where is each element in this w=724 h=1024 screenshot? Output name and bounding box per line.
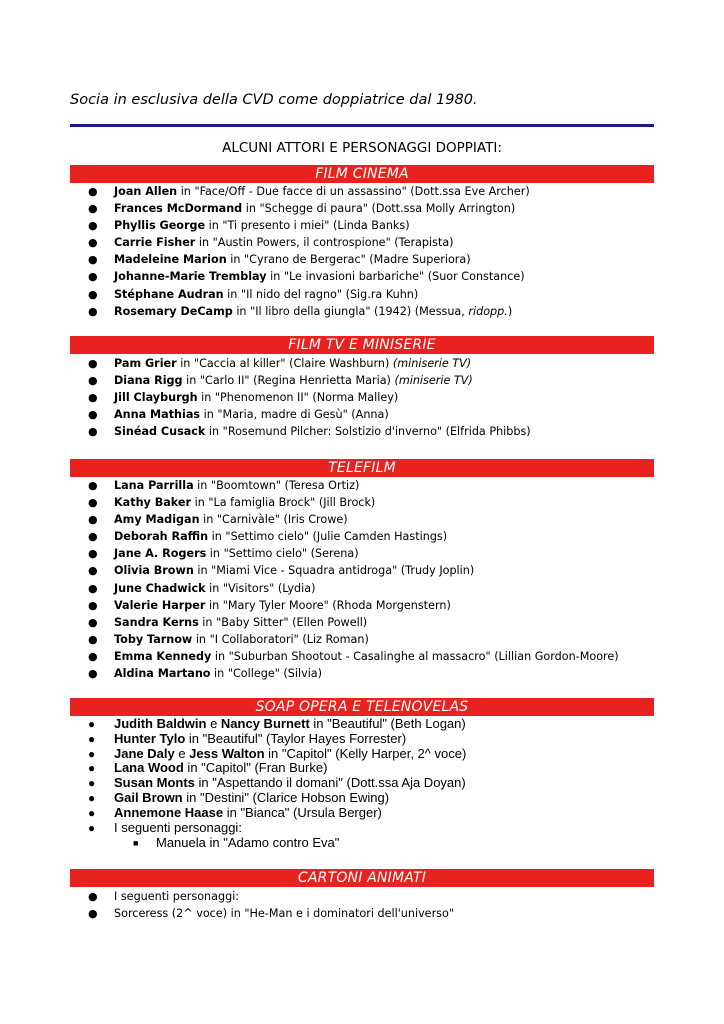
item-text: "Capitol" (Fran Burke) xyxy=(201,760,328,776)
actor-name: Johanne-Marie Tremblay xyxy=(114,270,267,284)
actor-name: Rosemary DeCamp xyxy=(114,304,233,318)
actor-name: Pam Grier xyxy=(114,357,177,370)
item-text: "Face/Off - Due facce di un assassino" (Dott.ssa Eve Archer) xyxy=(194,185,530,198)
item-text: "Il nido del ragno" (Sig.ra Kuhn) xyxy=(240,287,419,301)
list-item xyxy=(70,821,654,836)
bullet-icon: ● xyxy=(88,496,98,510)
item-text: in xyxy=(177,185,195,198)
bullet-icon: ● xyxy=(88,219,98,233)
actor-name: Judith Baldwin xyxy=(114,716,207,731)
item-text: in xyxy=(266,270,284,284)
actor-name: Aldina Martano xyxy=(114,667,211,681)
actor-name: Jess Walton xyxy=(189,745,265,761)
item-text: "Miami Vice - Squadra antidroga" (Trudy Joplin) xyxy=(211,564,475,578)
list-item xyxy=(70,597,654,614)
page-subtitle: ALCUNI ATTORI E PERSONAGGI DOPPIATI: xyxy=(222,140,502,156)
item-text: in xyxy=(206,547,224,561)
list-item xyxy=(70,545,654,562)
item-text: in xyxy=(182,789,200,805)
actor-name: Joan Allen xyxy=(114,185,178,198)
item-text: in "Capitol" (Kelly Harper, 2^ voce) xyxy=(264,745,467,761)
bullet-icon: ● xyxy=(88,667,98,681)
list-item xyxy=(70,888,654,905)
item-text: "Ti presento i miei" (Linda Banks) xyxy=(222,219,410,233)
item-text: "Settimo cielo" (Julie Camden Hastings) xyxy=(225,530,448,544)
bullet-icon: ● xyxy=(88,357,98,370)
item-text: "College" (Silvia) xyxy=(227,667,323,681)
list-item xyxy=(70,717,654,732)
sub-list-item xyxy=(70,836,654,851)
item-text: "Austin Powers, il controspione" (Terapista) xyxy=(212,236,454,250)
list-film-cinema xyxy=(70,183,654,320)
bullet-icon: ● xyxy=(88,236,98,250)
item-text: "I Collaboratori" (Liz Roman) xyxy=(209,632,369,646)
item-text: "Phenomenon II" (Norma Malley) xyxy=(214,391,399,405)
item-text: "Settimo cielo" (Serena) xyxy=(223,547,359,561)
item-text: "Maria, madre di Gesù" (Anna) xyxy=(217,408,389,422)
item-text: "Le invasioni barbariche" (Suor Constance) xyxy=(283,270,525,284)
actor-name: Hunter Tylo xyxy=(114,730,186,746)
bullet-icon: ● xyxy=(88,746,96,761)
list-item xyxy=(70,372,654,389)
item-text: in xyxy=(232,304,251,318)
item-text: "Caccia al killer" (Claire Washburn) xyxy=(193,357,393,370)
list-item xyxy=(70,477,654,494)
item-text: "Suburban Shootout - Casalinghe al massacro" (Lillian Gordon-Moore) xyxy=(228,649,619,663)
list-item xyxy=(70,268,654,285)
list-item xyxy=(70,761,654,776)
item-text: in xyxy=(211,649,229,663)
actor-name: Amy Madigan xyxy=(114,513,200,527)
bullet-icon: ● xyxy=(88,530,98,544)
list-item xyxy=(70,406,654,423)
item-text: I seguenti personaggi: xyxy=(114,890,240,903)
bullet-icon: ● xyxy=(88,287,98,301)
item-text: "Visitors" (Lydia) xyxy=(222,581,316,595)
bullet-icon: ● xyxy=(88,581,98,595)
actor-name: June Chadwick xyxy=(114,581,206,595)
item-text: in xyxy=(176,357,194,370)
actor-name: Stéphane Audran xyxy=(114,287,224,301)
actor-name: Kathy Baker xyxy=(114,496,192,510)
list-item xyxy=(70,234,654,251)
item-text: in xyxy=(205,425,223,439)
list-item xyxy=(70,905,654,922)
actor-name: Nancy Burnett xyxy=(220,716,310,731)
intro-line: Socia in esclusiva della CVD come doppiatrice dal 1980. xyxy=(70,92,478,108)
list-cartoni-animati xyxy=(70,888,654,922)
list-film-tv xyxy=(70,355,654,440)
actor-name: Annemone Haase xyxy=(114,804,224,820)
item-text: I seguenti personaggi: xyxy=(114,819,242,835)
item-text: in xyxy=(205,598,223,612)
item-text: in xyxy=(194,775,213,791)
bullet-icon: ● xyxy=(88,408,98,422)
list-item xyxy=(70,806,654,821)
item-text: in xyxy=(197,391,215,405)
item-text: in xyxy=(242,202,260,216)
item-text: in xyxy=(185,730,203,746)
actor-name: Deborah Raffin xyxy=(114,530,209,544)
bullet-icon: ● xyxy=(88,374,98,388)
item-text: in xyxy=(192,632,210,646)
section-header-telefilm: TELEFILM xyxy=(70,459,654,477)
list-item xyxy=(70,217,654,234)
bullet-icon: ● xyxy=(88,598,98,612)
bullet-icon: ● xyxy=(88,805,96,820)
bullet-icon: ● xyxy=(88,270,98,284)
bullet-icon: ● xyxy=(88,304,98,318)
actor-name: Emma Kennedy xyxy=(114,649,212,663)
bullet-icon: ● xyxy=(88,820,96,835)
item-text: (miniserie TV) xyxy=(392,357,472,370)
bullet-icon: ● xyxy=(88,202,98,216)
item-text: in xyxy=(205,219,223,233)
bullet-icon: ● xyxy=(88,564,98,578)
list-item xyxy=(70,562,654,579)
actor-name: Diana Rigg xyxy=(114,374,183,388)
list-item xyxy=(70,614,654,631)
item-text: in xyxy=(226,253,244,267)
item-text: "Rosemund Pilcher: Solstizio d'inverno" (Elfrida Phibbs) xyxy=(222,425,531,439)
bullet-icon: ● xyxy=(88,790,96,805)
item-text: in xyxy=(182,374,200,388)
actor-name: Susan Monts xyxy=(114,775,195,791)
actor-name: Valerie Harper xyxy=(114,598,206,612)
list-item xyxy=(70,494,654,511)
item-text: Sorceress (2^ voce) in "He-Man e i dominatori dell'universo" xyxy=(114,907,454,921)
list-item xyxy=(70,183,654,200)
item-text: ridopp. xyxy=(468,304,508,318)
item-text: "Beautiful" (Taylor Hayes Forrester) xyxy=(202,730,407,746)
list-item xyxy=(70,528,654,545)
actor-name: Jane A. Rogers xyxy=(114,547,207,561)
item-text: "Boomtown" (Teresa Ortiz) xyxy=(210,479,360,492)
item-text: "Carlo II" (Regina Henrietta Maria) xyxy=(199,374,395,388)
list-item xyxy=(70,665,654,682)
bullet-icon: ● xyxy=(88,649,98,663)
section-header-cartoni-animati: CARTONI ANIMATI xyxy=(70,869,654,887)
sublist-soap-opera xyxy=(70,836,654,851)
list-item xyxy=(70,423,654,440)
list-item xyxy=(70,286,654,303)
item-text: e xyxy=(206,716,221,731)
section-header-film-tv: FILM TV E MINISERIE xyxy=(70,336,654,354)
bullet-icon: ● xyxy=(88,890,98,903)
actor-name: Gail Brown xyxy=(114,789,183,805)
actor-name: Sandra Kerns xyxy=(114,615,199,629)
square-bullet-icon: ■ xyxy=(133,838,139,848)
item-text: in xyxy=(191,496,209,510)
bullet-icon: ● xyxy=(88,479,98,492)
bullet-icon: ● xyxy=(88,253,98,267)
actor-name: Jane Daly xyxy=(114,745,175,761)
list-item xyxy=(70,200,654,217)
actor-name: Anna Mathias xyxy=(114,408,201,422)
actor-name: Lana Parrilla xyxy=(114,479,194,492)
item-text: in xyxy=(223,287,241,301)
section-header-film-cinema: FILM CINEMA xyxy=(70,165,654,183)
list-item xyxy=(70,747,654,762)
item-text: "Mary Tyler Moore" (Rhoda Morgenstern) xyxy=(222,598,451,612)
item-text: e xyxy=(174,745,190,761)
item-text: in xyxy=(183,760,202,776)
item-text: "La famiglia Brock" (Jill Brock) xyxy=(208,496,376,510)
actor-name: Madeleine Marion xyxy=(114,253,227,267)
item-text: "Carnivàle" (Iris Crowe) xyxy=(216,513,348,527)
item-text: in xyxy=(205,581,223,595)
item-text: ) xyxy=(507,304,513,318)
bullet-icon: ● xyxy=(88,615,98,629)
item-text: Manuela in "Adamo contro Eva" xyxy=(156,835,340,850)
item-text: in xyxy=(200,408,218,422)
list-item xyxy=(70,631,654,648)
item-text: "Baby Sitter" (Ellen Powell) xyxy=(216,615,368,629)
actor-name: Jill Clayburgh xyxy=(114,391,198,405)
actor-name: Sinéad Cusack xyxy=(114,425,206,439)
item-text: "Destini" (Clarice Hobson Ewing) xyxy=(199,789,390,805)
item-text: "Il libro della giungla" (1942) (Messua, xyxy=(250,304,469,318)
bullet-icon: ● xyxy=(88,513,98,527)
bullet-icon: ● xyxy=(88,185,98,198)
bullet-icon: ● xyxy=(88,547,98,561)
actor-name: Carrie Fisher xyxy=(114,236,196,250)
list-item xyxy=(70,511,654,528)
bullet-icon: ● xyxy=(88,731,96,746)
item-text: in xyxy=(195,236,213,250)
list-item xyxy=(70,732,654,747)
divider-rule xyxy=(70,124,654,127)
item-text: in xyxy=(198,615,217,629)
item-text: in "Beautiful" (Beth Logan) xyxy=(309,716,466,731)
list-item xyxy=(70,355,654,372)
bullet-icon: ● xyxy=(88,717,96,731)
item-text: "Aspettando il domani" (Dott.ssa Aja Doyan) xyxy=(212,775,466,791)
list-item xyxy=(70,791,654,806)
actor-name: Frances McDormand xyxy=(114,202,243,216)
bullet-icon: ● xyxy=(88,391,98,405)
actor-name: Phyllis George xyxy=(114,219,206,233)
bullet-icon: ● xyxy=(88,425,98,439)
bullet-icon: ● xyxy=(88,761,96,776)
item-text: "Cyrano de Bergerac" (Madre Superiora) xyxy=(243,253,471,267)
list-telefilm xyxy=(70,477,654,682)
item-text: in xyxy=(193,564,212,578)
section-header-soap-opera: SOAP OPERA E TELENOVELAS xyxy=(70,698,654,716)
item-text: in xyxy=(199,513,217,527)
list-item xyxy=(70,580,654,597)
item-text: in xyxy=(210,667,228,681)
list-item xyxy=(70,648,654,665)
bullet-icon: ● xyxy=(88,776,96,791)
list-item xyxy=(70,251,654,268)
list-item xyxy=(70,389,654,406)
actor-name: Lana Wood xyxy=(114,760,184,776)
list-soap-opera xyxy=(70,717,654,835)
item-text: (miniserie TV) xyxy=(394,374,473,388)
bullet-icon: ● xyxy=(88,632,98,646)
actor-name: Olivia Brown xyxy=(114,564,194,578)
bullet-icon: ● xyxy=(88,907,98,921)
item-text: "Schegge di paura" (Dott.ssa Molly Arrington) xyxy=(259,202,516,216)
item-text: in xyxy=(208,530,226,544)
item-text: "Bianca" (Ursula Berger) xyxy=(240,804,382,820)
list-item xyxy=(70,303,654,320)
item-text: in xyxy=(193,479,211,492)
item-text: in xyxy=(223,804,241,820)
actor-name: Toby Tarnow xyxy=(114,632,193,646)
list-item xyxy=(70,776,654,791)
